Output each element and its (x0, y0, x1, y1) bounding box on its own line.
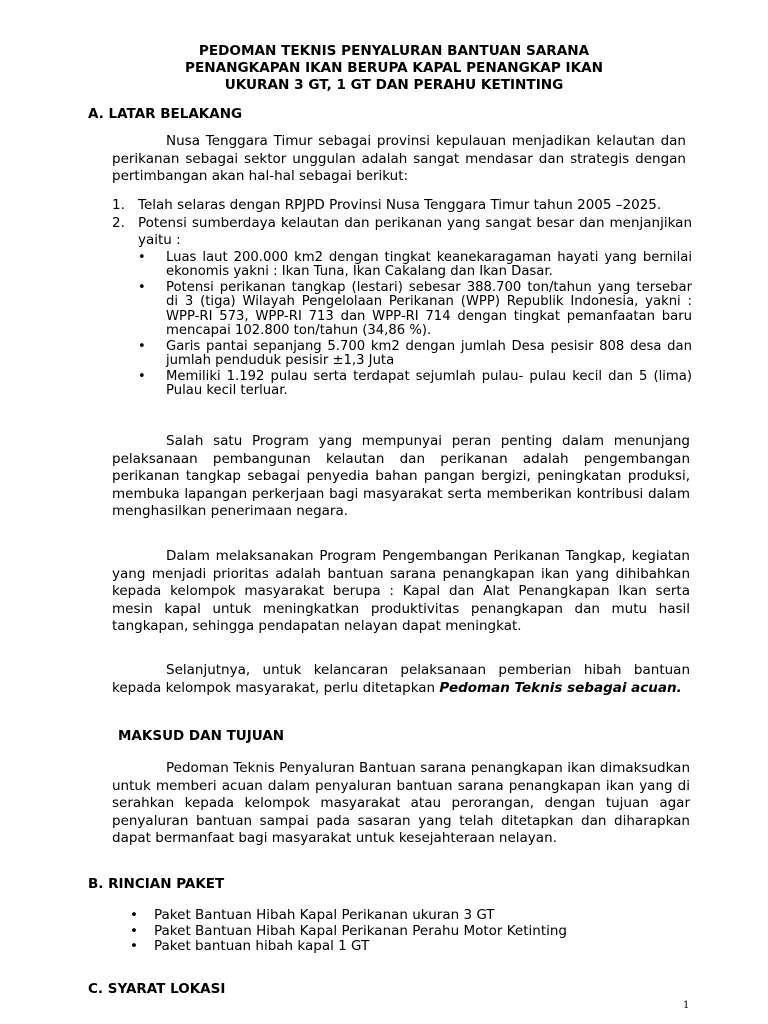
package-item-text: Paket bantuan hibah kapal 1 GT (154, 938, 370, 954)
section-a-para-4-emphasis: Pedoman Teknis sebagai acuan. (439, 679, 682, 696)
bullet-item (138, 370, 692, 399)
section-a-para-4-text: Selanjutnya, untuk kelancaran pelaksanaan pemberian hibah bantuan kepada kelompok masyarakat, perlu ditetapkan (112, 662, 690, 696)
page-number: 1 (683, 1000, 690, 1011)
package-item (130, 924, 690, 940)
bullet-text: Memiliki 1.192 pulau serta terdapat sejumlah pulau- pulau kecil dan 5 (lima) Pulau kecil terluar. (166, 368, 692, 398)
bullet-icon: • (138, 338, 146, 354)
list-item (112, 215, 692, 399)
reasons-list (112, 197, 692, 400)
bullet-icon: • (138, 249, 146, 265)
title-line-2: PENANGKAPAN IKAN BERUPA KAPAL PENANGKAP IKAN (184, 60, 604, 76)
bullet-text: Potensi perikanan tangkap (lestari) sebesar 388.700 ton/tahun yang tersebar di 3 (tiga) Wilayah Pengelolaan Perikanan (WPP) Republik Indonesia, yakni : WPP-RI 573, WPP-RI 713 dan WPP-RI 714 dengan tingkat pemanfaatan baru mencapai 102.800 ton/tahun (34,86 %). (166, 279, 692, 338)
section-a-intro-text: Nusa Tenggara Timur sebagai provinsi kepulauan menjadikan kelautan dan perikanan sebagai sektor unggulan adalah sangat mendasar dan strategis dengan pertimbangan akan hal-hal sebagai berikut: (112, 133, 686, 184)
section-a-heading: A. LATAR BELAKANG (88, 106, 243, 122)
list-item (112, 197, 692, 215)
section-a-para-3 (112, 548, 690, 636)
bullet-icon: • (130, 922, 138, 939)
bullet-text: Garis pantai sepanjang 5.700 km2 dengan jumlah Desa pesisir 808 desa dan jumlah penduduk pesisir ±1,3 Juta (166, 338, 692, 368)
section-a-intro (112, 133, 686, 186)
maksud-paragraph (112, 760, 690, 848)
document-title (100, 43, 688, 94)
list-number: 1. (112, 197, 125, 213)
section-a-para-3-text: Dalam melaksanakan Program Pengembangan Perikanan Tangkap, kegiatan yang menjadi prioritas adalah bantuan sarana penangkapan ikan yang dihibahkan kepada kelompok masyarakat berupa : Kapal dan Alat Penangkapan Ikan serta mesin kapal untuk meningkatkan produktivitas penangkapan dan mutu hasil tangkapan, sehingga pendapatan nelayan dapat meningkat. (112, 548, 690, 634)
package-item (130, 939, 690, 955)
bullet-icon: • (138, 279, 146, 295)
bullet-text: Luas laut 200.000 km2 dengan tingkat keanekaragaman hayati yang bernilai ekonomis yakni : Ikan Tuna, Ikan Cakalang dan Ikan Dasar. (166, 249, 692, 279)
maksud-text: Pedoman Teknis Penyaluran Bantuan sarana penangkapan ikan dimaksudkan untuk memberi acuan dalam penyaluran bantuan sarana penangkapan ikan yang di serahkan kepada kelompok masyarakat atau perorangan, dengan tujuan agar penyaluran bantuan sampai pada sasaran yang telah ditetapkan dan diharapkan dapat bermanfaat bagi masyarakat untuk kesejahteraan nelayan. (112, 760, 690, 846)
bullet-item (138, 251, 692, 280)
package-item-text: Paket Bantuan Hibah Kapal Perikanan Perahu Motor Ketinting (154, 922, 568, 939)
list-item-text: Telah selaras dengan RPJPD Provinsi Nusa Tenggara Timur tahun 2005 –2025. (138, 197, 662, 213)
maksud-heading: MAKSUD DAN TUJUAN (118, 728, 285, 744)
section-a-para-2-text: Salah satu Program yang mempunyai peran penting dalam menunjang pelaksanaan pembangunan kelautan dan perikanan adalah pengembangan perikanan tangkap sebagai penyedia bahan pangan bergizi, peningkatan produksi, membuka lapangan perkerjaan bagi masyarakat serta memberikan kontribusi dalam menghasilkan penerimaan negara. (112, 433, 690, 519)
bullet-icon: • (130, 938, 138, 954)
potential-bullets (138, 251, 692, 399)
bullet-icon: • (130, 907, 138, 923)
title-line-1: PEDOMAN TEKNIS PENYALURAN BANTUAN SARANA (198, 43, 590, 59)
section-b-heading: B. RINCIAN PAKET (88, 876, 225, 892)
section-a-para-4 (112, 662, 690, 697)
list-number: 2. (112, 214, 125, 231)
title-line-3: UKURAN 3 GT, 1 GT DAN PERAHU KETINTING (224, 77, 564, 93)
section-a-para-2 (112, 433, 690, 521)
bullet-item (138, 340, 692, 369)
bullet-icon: • (138, 368, 146, 384)
package-item-text: Paket Bantuan Hibah Kapal Perikanan ukuran 3 GT (154, 907, 495, 923)
list-item-text: Potensi sumberdaya kelautan dan perikanan yang sangat besar dan menjanjikan yaitu : (138, 214, 692, 248)
section-c-heading: C. SYARAT LOKASI (88, 981, 226, 997)
package-item (130, 908, 690, 924)
bullet-item (138, 281, 692, 339)
package-list (130, 908, 690, 955)
